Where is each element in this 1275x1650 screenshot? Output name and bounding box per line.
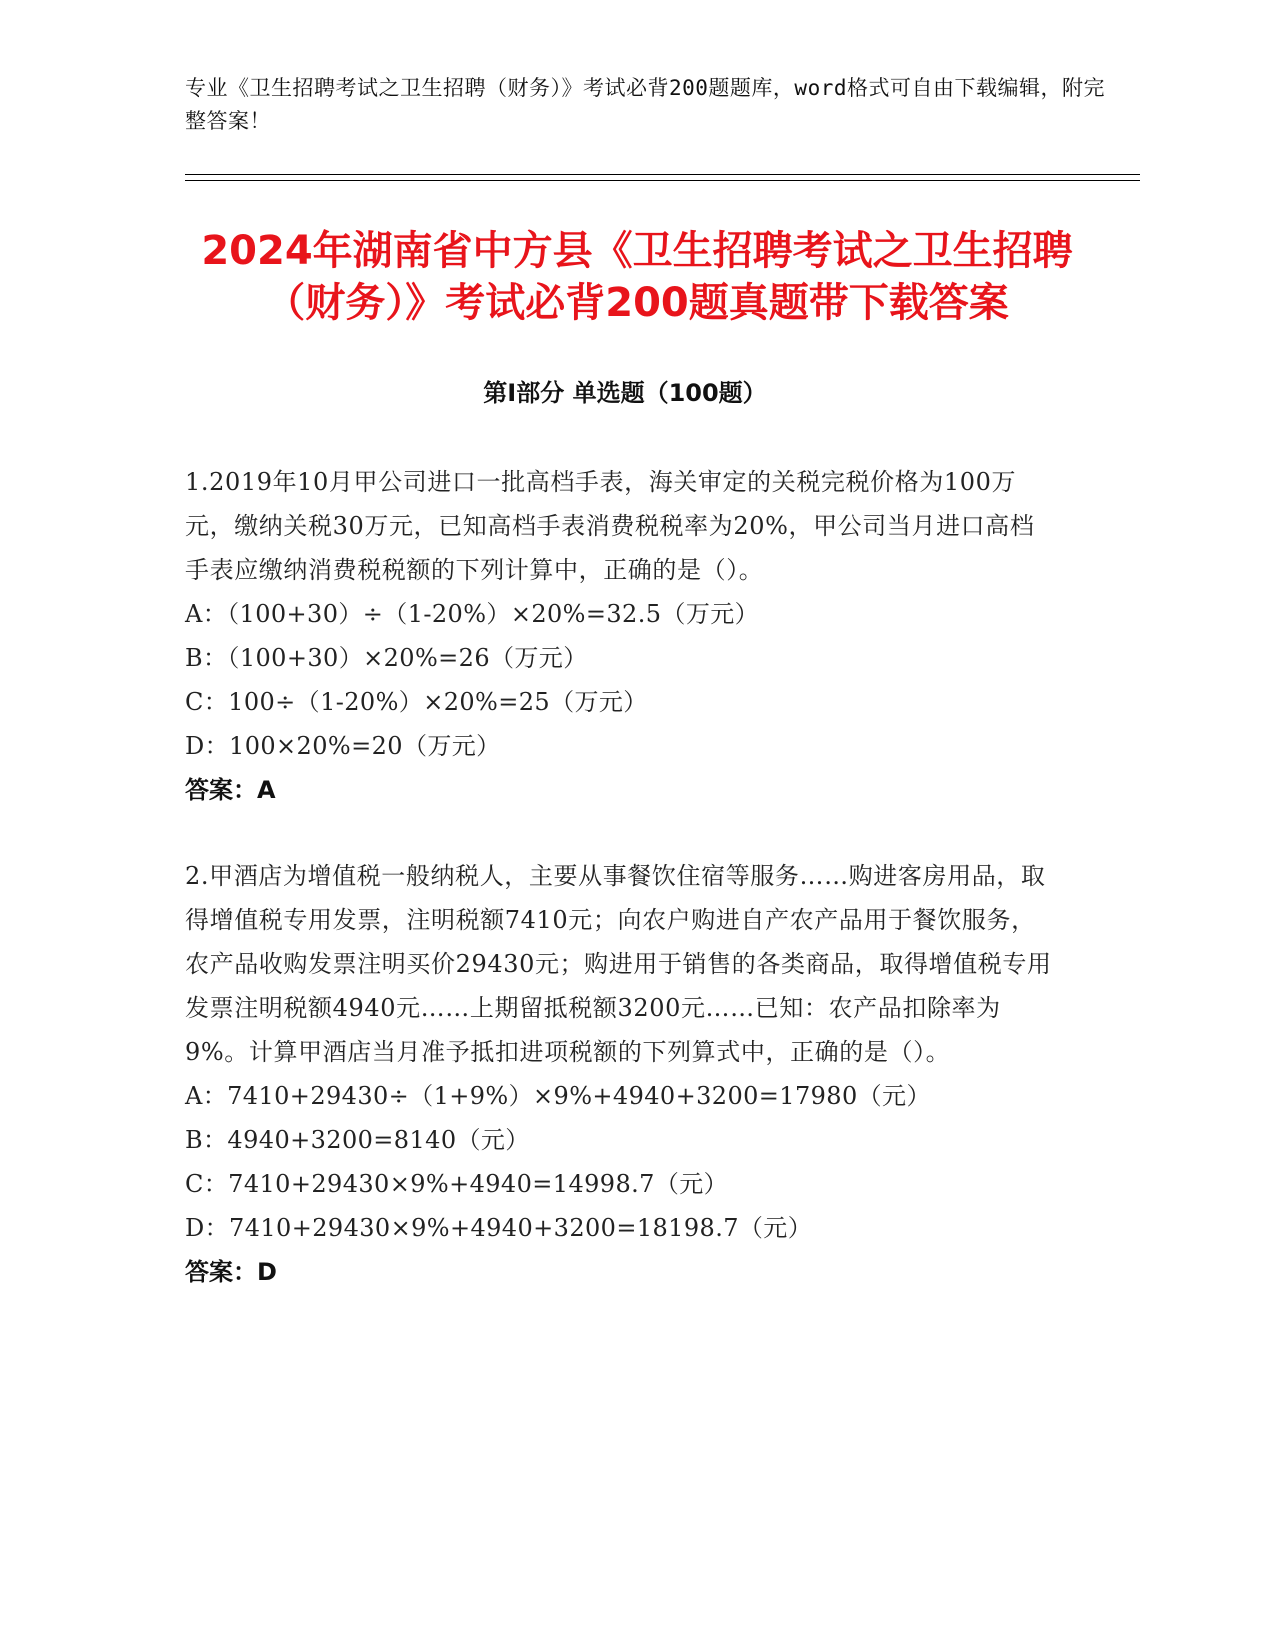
question-text: 2.甲酒店为增值税一般纳税人，主要从事餐饮住宿等服务……购进客房用品，取得增值税专用发票，注明税额7410元；向农户购进自产农产品用于餐饮服务，农产品收购发票注明买价29430元；购进用于销售的各类商品，取得增值税专用发票注明税额4940元……上期留抵税额3200元……已知：农产品扣除率为9%。计算甲酒店当月准予抵扣进项税额的下列算式中，正确的是（）。 bbox=[185, 862, 1052, 1066]
answer: 答案：D bbox=[185, 1258, 277, 1286]
question-2 bbox=[185, 854, 1105, 1294]
option-c: C：100÷（1-20%）×20%=25（万元） bbox=[185, 688, 648, 716]
question-1 bbox=[185, 460, 1105, 812]
option-b: B：（100+30）×20%=26（万元） bbox=[185, 644, 588, 672]
option-c: C：7410+29430×9%+4940=14998.7（元） bbox=[185, 1170, 729, 1198]
option-d: D：7410+29430×9%+4940+3200=18198.7（元） bbox=[185, 1214, 813, 1242]
answer: 答案：A bbox=[185, 776, 276, 804]
option-a: A：（100+30）÷（1-20%）×20%=32.5（万元） bbox=[185, 600, 760, 628]
option-a: A：7410+29430÷（1+9%）×9%+4940+3200=17980（元） bbox=[185, 1082, 931, 1110]
option-b: B：4940+3200=8140（元） bbox=[185, 1126, 530, 1154]
header-note: 专业《卫生招聘考试之卫生招聘（财务）》考试必背200题题库，word格式可自由下载编辑，附完整答案！ bbox=[185, 76, 1105, 133]
option-d: D：100×20%=20（万元） bbox=[185, 732, 501, 760]
header-divider bbox=[185, 174, 1140, 181]
section-heading: 第I部分 单选题（100题） bbox=[483, 379, 767, 407]
question-text: 1.2019年10月甲公司进口一批高档手表，海关审定的关税完税价格为100万元，缴纳关税30万元，已知高档手表消费税税率为20%，甲公司当月进口高档手表应缴纳消费税税额的下列计算中，正确的是（）。 bbox=[185, 468, 1035, 584]
document-title: 2024年湖南省中方县《卫生招聘考试之卫生招聘（财务）》考试必背200题真题带下载答案 bbox=[201, 228, 1073, 326]
